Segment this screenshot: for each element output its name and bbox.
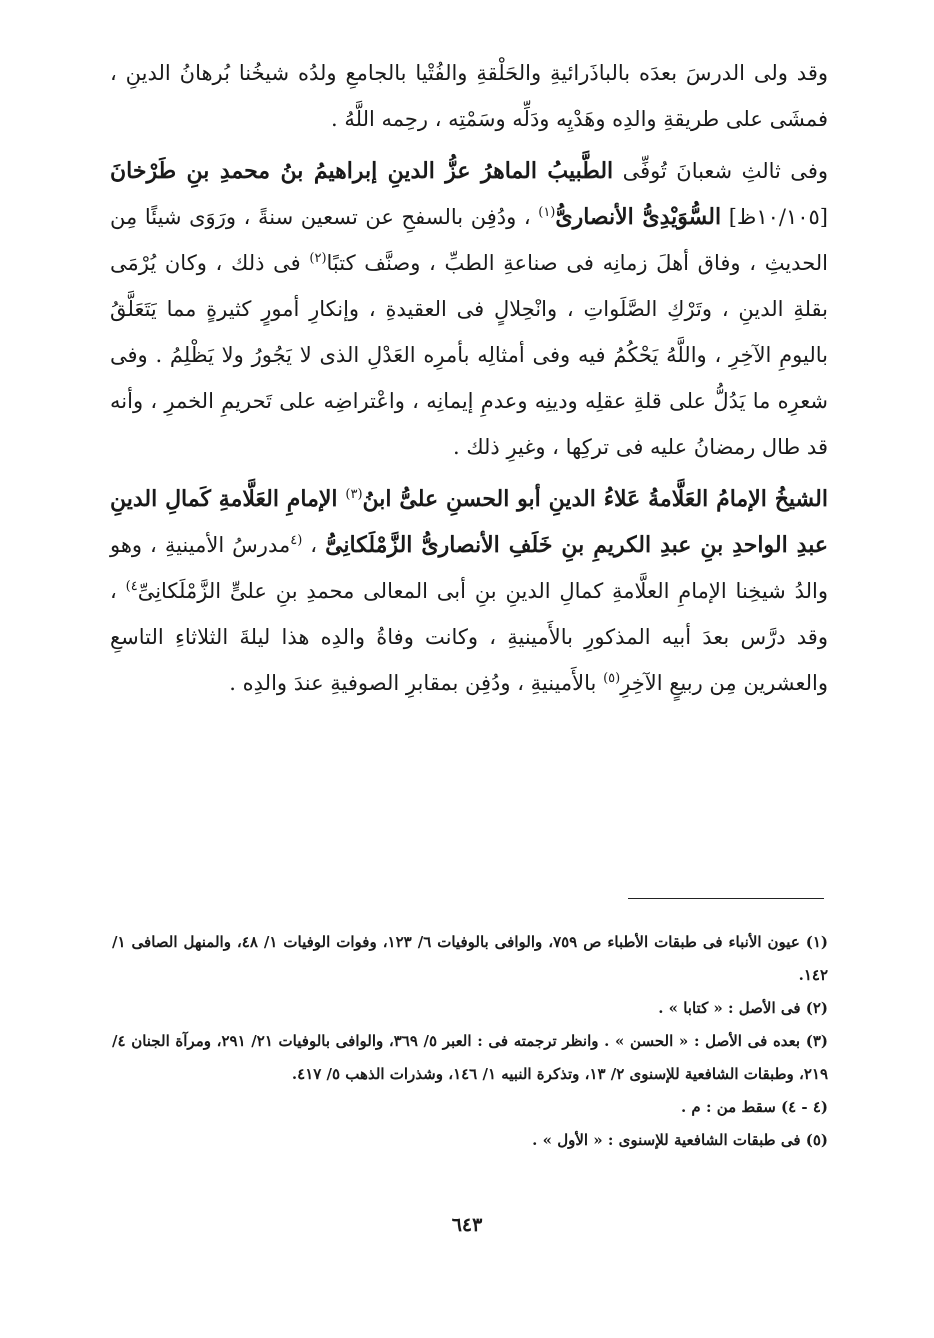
paragraph <box>110 476 828 706</box>
paragraph <box>110 50 828 142</box>
footnote: (٢) فى الأصل : « كتابا » . <box>658 999 828 1017</box>
footnote-marker: (١) <box>538 205 556 220</box>
text-run: وقد ولى الدرسَ بعدَه بالباذَرائيةِ والحَلْقةِ والفُتْيا بالجامعِ ولدُه شيخُنا بُرهانُ الدينِ ، فمشَى على طريقةِ والدِه وهَدْيِه ودَلِّه وسَمْتِه ، رحِمه اللَّهُ . <box>110 61 828 131</box>
footnote-marker: (٣) <box>345 487 363 502</box>
bold-name-text: الشيخُ الإمامُ العَلَّامةُ عَلاءُ الدينِ أبو الحسنِ علىُّ ابنُ <box>362 486 828 512</box>
bold-name-text: الإمامِ العَلَّامةِ كَمالِ الدينِ عبدِ الواحدِ بنِ عبدِ الكريمِ بنِ خَلَفِ الأنصارىُّ الزَّمْلَكانِىُّ <box>110 486 828 558</box>
footnote-marker: ٤) <box>125 579 138 594</box>
text-run: ، ودُفِن بالسفحِ عن تسعين سنةً ، ورَوَى شيئًا مِن الحديثِ ، وفاق أهلَ زمانِه فى صناعةِ الطبِّ ، وصنَّف كتبًا <box>110 205 828 275</box>
text-run: وفى ثالثِ شعبانَ تُوفِّى <box>613 159 828 183</box>
page-number: ٦٤٣ <box>451 1214 483 1236</box>
footnote: (٣) بعده فى الأصل : « الحسن » . وانظر ترجمته فى : العبر ٥/ ٣٦٩، والوافى بالوفيات ٢١/ ٢٩١، ومرآة الجنان ٤/ ٢١٩، وطبقات الشافعية للإسنوى ٢/ ١٣، وتذكرة النبيه ١/ ١٤٦، وشذرات الذهب ٥/ ٤١٧. <box>112 1032 829 1083</box>
text-run: ، وقد درَّس بعدَ أبيه المذكورِ بالأَمينيةِ ، وكانت وفاةُ والدِه هذا ليلةَ الثلاثاءِ التاسعِ والعشرين مِن ربيعٍ الآخِرِ <box>110 579 828 695</box>
text-run: [١٠/١٠٥ظ] <box>721 205 828 229</box>
footnote: (١) عيون الأنباء فى طبقات الأطباء ص ٧٥٩، والوافى بالوفيات ٦/ ١٢٣، وفوات الوفيات ١/ ٤٨، والمنهل الصافى ١/ ١٤٢. <box>112 933 829 984</box>
text-run: مدرسُ الأمينيةِ ، وهو والدُ شيخِنا الإمامِ العلَّامةِ كمالِ الدينِ بنِ أبى المعالى محمدِ بنِ علىٍّ الزَّمْلَكانِىِّ <box>110 533 829 603</box>
main-text <box>110 50 828 706</box>
text-run: بالأَمينيةِ ، ودُفِن بمقابرِ الصوفيةِ عندَ والدِه . <box>229 671 604 695</box>
footnotes <box>112 926 828 1157</box>
footnote-marker: (٤ <box>290 533 303 548</box>
footnote-marker: (٢) <box>309 251 327 266</box>
text-run: فى ذلك ، وكان يُرْمَى بقلةِ الدينِ ، وتَرْكِ الصَّلَواتِ ، وانْحِلالٍ فى العقيدةِ ، وإنكارِ أمورٍ كثيرةٍ مما يَتَعَلَّقُ باليومِ الآخِرِ ، واللَّهُ يَحْكُمُ فيه وفى أمثالِه بأمرِه العَدْلِ الذى لا يَجُورُ ولا يَظْلِمُ . وفى شعرِه ما يَدُلُّ على قلةِ عقلِه ودينِه وعدمِ إيمانِه ، واعْتراضِه على تَحريمِ الخمرِ ، وأنه قد طال رمضانُ عليه فى تركِها ، وغيرِ ذلك . <box>110 251 828 459</box>
text-run: ، <box>302 533 326 557</box>
paragraph <box>110 148 828 470</box>
footnote-divider <box>628 898 824 899</box>
footnote: (٥) فى طبقات الشافعية للإسنوى : « الأول » . <box>532 1131 828 1149</box>
footnote: (٤ - ٤) سقط من : م . <box>680 1098 828 1116</box>
footnote-marker: (٥) <box>603 671 621 686</box>
bold-name-text: السُّوَيْدِىُّ الأنصارىُّ <box>555 204 722 230</box>
bold-name-text: الطَّبيبُ الماهرُ عزُّ الدينِ إبراهيمُ بنُ محمدِ بنِ طَرْخانَ <box>110 158 614 184</box>
